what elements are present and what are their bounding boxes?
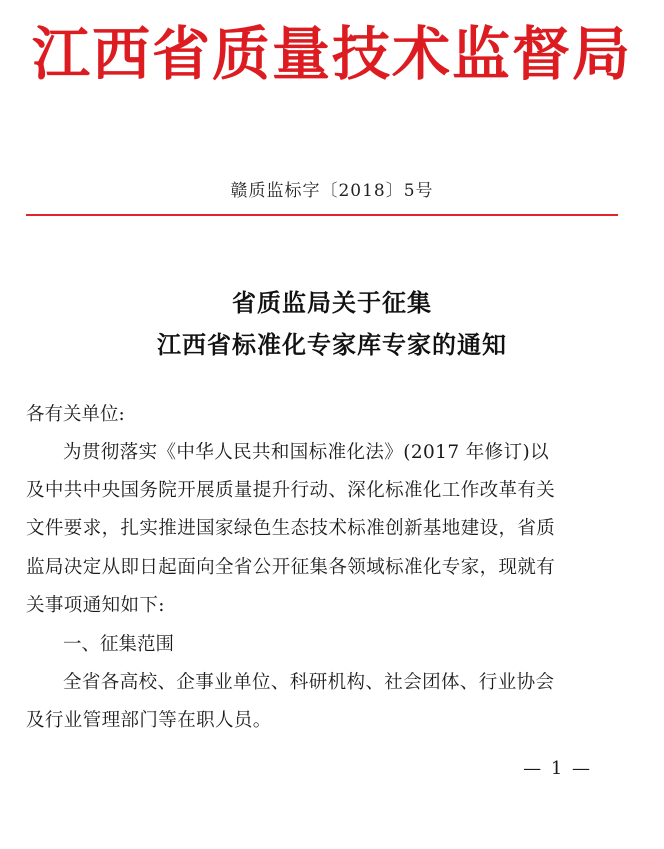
paragraph-line: 文件要求，扎实推进国家绿色生态技术标准创新基地建设，省质 bbox=[26, 518, 556, 540]
paragraph-line: 全省各高校、企事业单位、科研机构、社会团体、行业协会 bbox=[63, 672, 555, 693]
red-divider-line bbox=[26, 214, 618, 216]
agency-masthead: 江西省质量技术监督局 bbox=[31, 20, 632, 88]
paragraph-line: 及行业管理部门等在职人员。 bbox=[26, 710, 272, 731]
paragraph-intro bbox=[26, 434, 626, 625]
paragraph-scope bbox=[26, 664, 626, 740]
paragraph-line: 及中共中央国务院开展质量提升行动、深化标准化工作改革有关 bbox=[26, 480, 556, 502]
salutation: 各有关单位: bbox=[26, 404, 125, 425]
section-heading-scope: 一、征集范围 bbox=[63, 634, 175, 655]
document-title-line-1: 省质监局关于征集 bbox=[232, 289, 432, 317]
page-number: — 1 — bbox=[523, 758, 592, 779]
paragraph-line: 关事项通知如下: bbox=[26, 594, 165, 616]
paragraph-line: 为贯彻落实《中华人民共和国标准化法》(2017 年修订)以 bbox=[63, 442, 549, 463]
document-title-line-2: 江西省标准化专家库专家的通知 bbox=[157, 331, 507, 359]
document-number: 赣质监标字〔2018〕5号 bbox=[230, 181, 434, 201]
paragraph-line: 监局决定从即日起面向全省公开征集各领域标准化专家，现就有 bbox=[26, 556, 556, 578]
